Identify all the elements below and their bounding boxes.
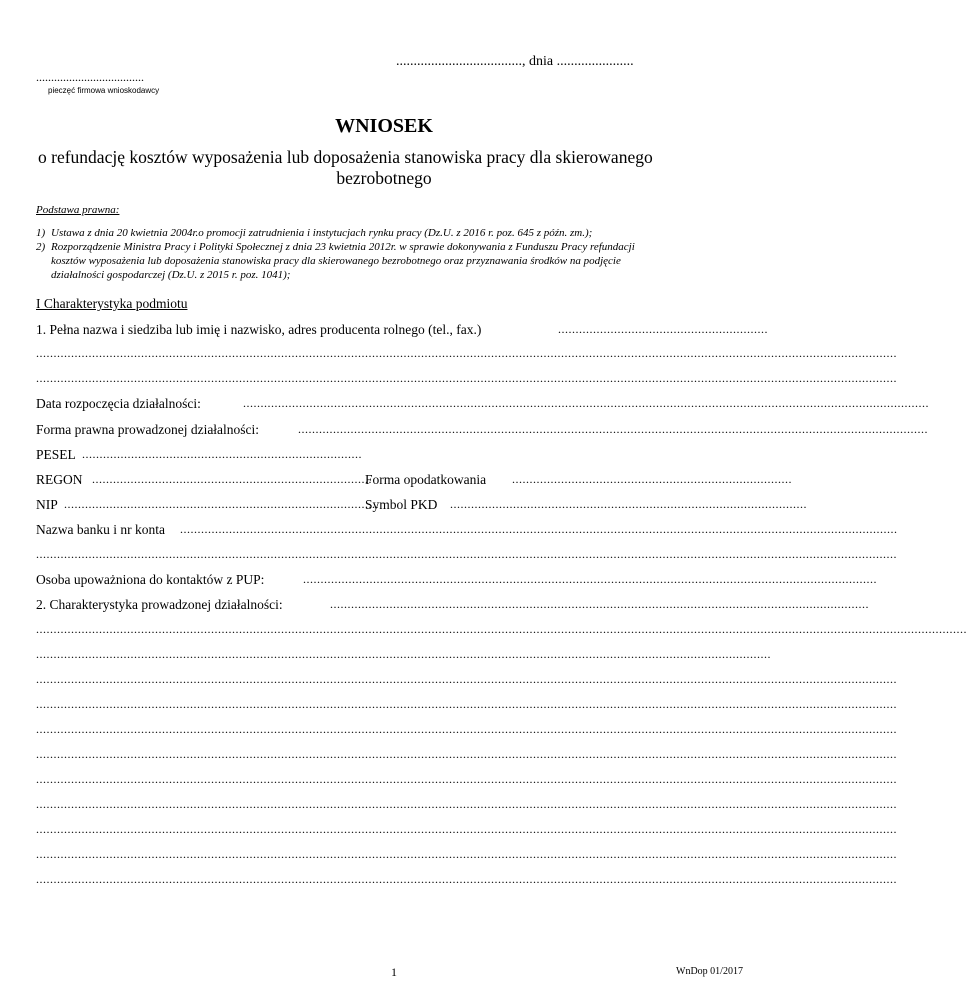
nip-label: NIP (36, 497, 58, 512)
contact-label: Osoba upoważniona do kontaktów z PUP: (36, 572, 265, 587)
question-2-field[interactable]: .......................................................................................................................................................... (330, 597, 869, 611)
question-2-line-8[interactable]: ...................................................................................................................................................................................................................................................... (36, 797, 897, 811)
question-2-line-2[interactable]: .................................................................................................................................................................................................................. (36, 647, 771, 661)
bank-field-line-2[interactable]: ...................................................................................................................................................................................................................................................... (36, 547, 897, 561)
pesel-field[interactable]: ................................................................................ (82, 447, 362, 461)
question-2-label: 2. Charakterystyka prowadzonej działalności: (36, 597, 283, 612)
question-2-line-4[interactable]: ...................................................................................................................................................................................................................................................... (36, 697, 897, 711)
question-2-line-9[interactable]: ...................................................................................................................................................................................................................................................... (36, 822, 897, 836)
subtitle-line-2: bezrobotnego (336, 168, 432, 188)
page-number: 1 (391, 965, 397, 979)
tax-form-field[interactable]: ................................................................................ (512, 472, 792, 486)
start-date-label: Data rozpoczęcia działalności: (36, 396, 201, 411)
form-code: WnDop 01/2017 (676, 966, 743, 977)
stamp-dots[interactable]: .................................... (36, 70, 144, 84)
regon-field[interactable]: ................................................................................ (92, 472, 372, 486)
legal-item-2-line-1: Rozporządzenie Ministra Pracy i Polityki Społecznej z dnia 23 kwietnia 2012r. w sprawie dokonywania z Funduszu Pracy refundacji (51, 241, 635, 253)
start-date-field[interactable]: .................................................................................................................................................................................................... (243, 396, 929, 410)
question-2-line-1[interactable]: .......................................................................................................................................................................................................................................................................... (36, 622, 967, 636)
legal-form-field[interactable]: .................................................................................................................................................................................... (298, 422, 928, 436)
question-2-line-3[interactable]: ...................................................................................................................................................................................................................................................... (36, 672, 897, 686)
subtitle-line-1: o refundację kosztów wyposażenia lub doposażenia stanowiska pracy dla skierowanego (38, 147, 653, 167)
question-1-label: 1. Pełna nazwa i siedziba lub imię i nazwisko, adres producenta rolnego (tel., fax.) (36, 322, 482, 337)
tax-form-label: Forma opodatkowania (365, 472, 487, 487)
legal-item-1-number: 1) (36, 227, 46, 239)
bank-field[interactable]: ............................................................................................................................................................................................................. (180, 522, 898, 536)
pesel-label: PESEL (36, 447, 76, 462)
question-2-line-7[interactable]: ...................................................................................................................................................................................................................................................... (36, 772, 897, 786)
question-1-field-line-3[interactable]: ...................................................................................................................................................................................................................................................... (36, 371, 897, 385)
bank-label: Nazwa banku i nr konta (36, 522, 165, 537)
regon-label: REGON (36, 472, 83, 487)
question-2-line-11[interactable]: ...................................................................................................................................................................................................................................................... (36, 872, 897, 886)
legal-item-1: Ustawa z dnia 20 kwietnia 2004r.o promocji zatrudnienia i instytucjach rynku pracy (Dz.U. z 2016 r. poz. 645 z późn. zm.); (51, 227, 593, 239)
question-2-line-6[interactable]: ...................................................................................................................................................................................................................................................... (36, 747, 897, 761)
legal-basis-heading: Podstawa prawna: (36, 204, 120, 216)
pkd-field[interactable]: ...................................................................................................... (450, 497, 807, 511)
pkd-label: Symbol PKD (365, 497, 438, 512)
question-1-field-line-2[interactable]: ...................................................................................................................................................................................................................................................... (36, 346, 897, 360)
page-title: WNIOSEK (335, 115, 433, 137)
question-1-field[interactable]: ............................................................ (558, 322, 768, 336)
contact-field[interactable]: .................................................................................................................................................................... (303, 572, 877, 586)
legal-form-label: Forma prawna prowadzonej działalności: (36, 422, 260, 437)
legal-item-2-line-3: działalności gospodarczej (Dz.U. z 2015 r. poz. 1041); (51, 269, 291, 281)
question-2-line-10[interactable]: ...................................................................................................................................................................................................................................................... (36, 847, 897, 861)
question-2-line-5[interactable]: ...................................................................................................................................................................................................................................................... (36, 722, 897, 736)
date-line[interactable]: ...................................., dnia ...................... (396, 54, 634, 69)
legal-item-2-number: 2) (36, 241, 46, 253)
nip-field[interactable]: .......................................................................................... (64, 497, 379, 511)
stamp-label: pieczęć firmowa wnioskodawcy (48, 86, 160, 95)
section-1-heading: I Charakterystyka podmiotu (36, 296, 188, 311)
legal-item-2-line-2: kosztów wyposażenia lub doposażenia stanowiska pracy dla skierowanego bezrobotnego oraz przyznawania środków na podjęcie (51, 255, 621, 267)
